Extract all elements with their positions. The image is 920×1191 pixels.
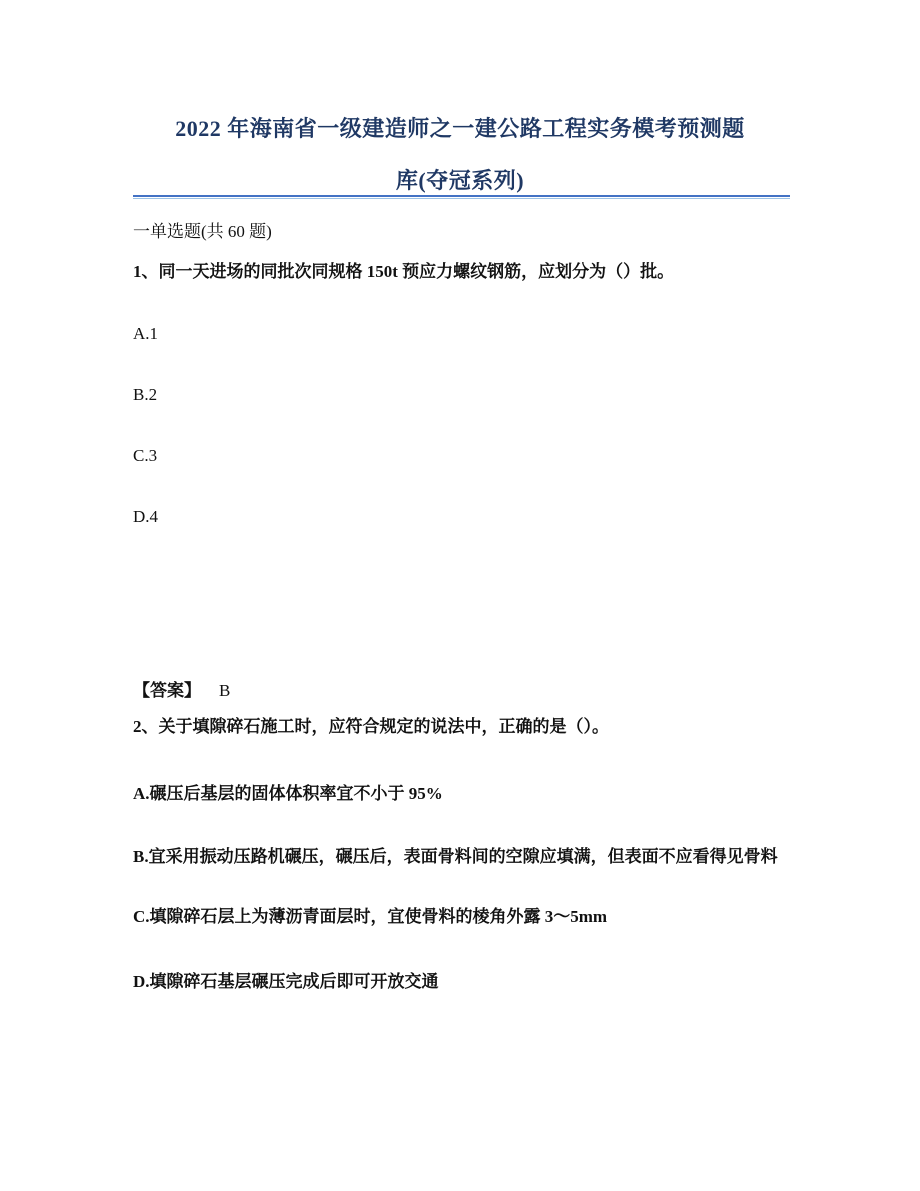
answer-value: B bbox=[219, 681, 231, 700]
question-1-option-b: B.2 bbox=[133, 385, 158, 404]
question-2-option-d: D.填隙碎石基层碾压完成后即可开放交通 bbox=[133, 972, 439, 991]
page-title-line-2: 库(夺冠系列) bbox=[395, 168, 525, 193]
answer-label: 【答案】 bbox=[133, 681, 201, 700]
section-heading: 一单选题(共 60 题) bbox=[133, 222, 272, 241]
page-title bbox=[0, 103, 920, 207]
question-2-option-a: A.碾压后基层的固体体积率宜不小于 95% bbox=[133, 784, 443, 803]
title-divider-rule bbox=[133, 195, 790, 199]
question-1-text: 1、同一天进场的同批次同规格 150t 预应力螺纹钢筋，应划分为（）批。 bbox=[133, 262, 675, 281]
question-1-option-c: C.3 bbox=[133, 446, 158, 465]
question-1-answer-line bbox=[133, 679, 230, 703]
question-2-option-b: B.宜采用振动压路机碾压，碾压后，表面骨料间的空隙应填满，但表面不应看得见骨料 bbox=[133, 847, 778, 866]
question-2-option-c: C.填隙碎石层上为薄沥青面层时，宜使骨料的棱角外露 3～5mm bbox=[133, 907, 608, 926]
page-title-line-1: 2022 年海南省一级建造师之一建公路工程实务模考预测题 bbox=[175, 116, 745, 141]
question-1-option-d: D.4 bbox=[133, 507, 159, 526]
question-2-text: 2、关于填隙碎石施工时，应符合规定的说法中，正确的是（）。 bbox=[133, 717, 609, 736]
question-1-option-a: A.1 bbox=[133, 324, 159, 343]
